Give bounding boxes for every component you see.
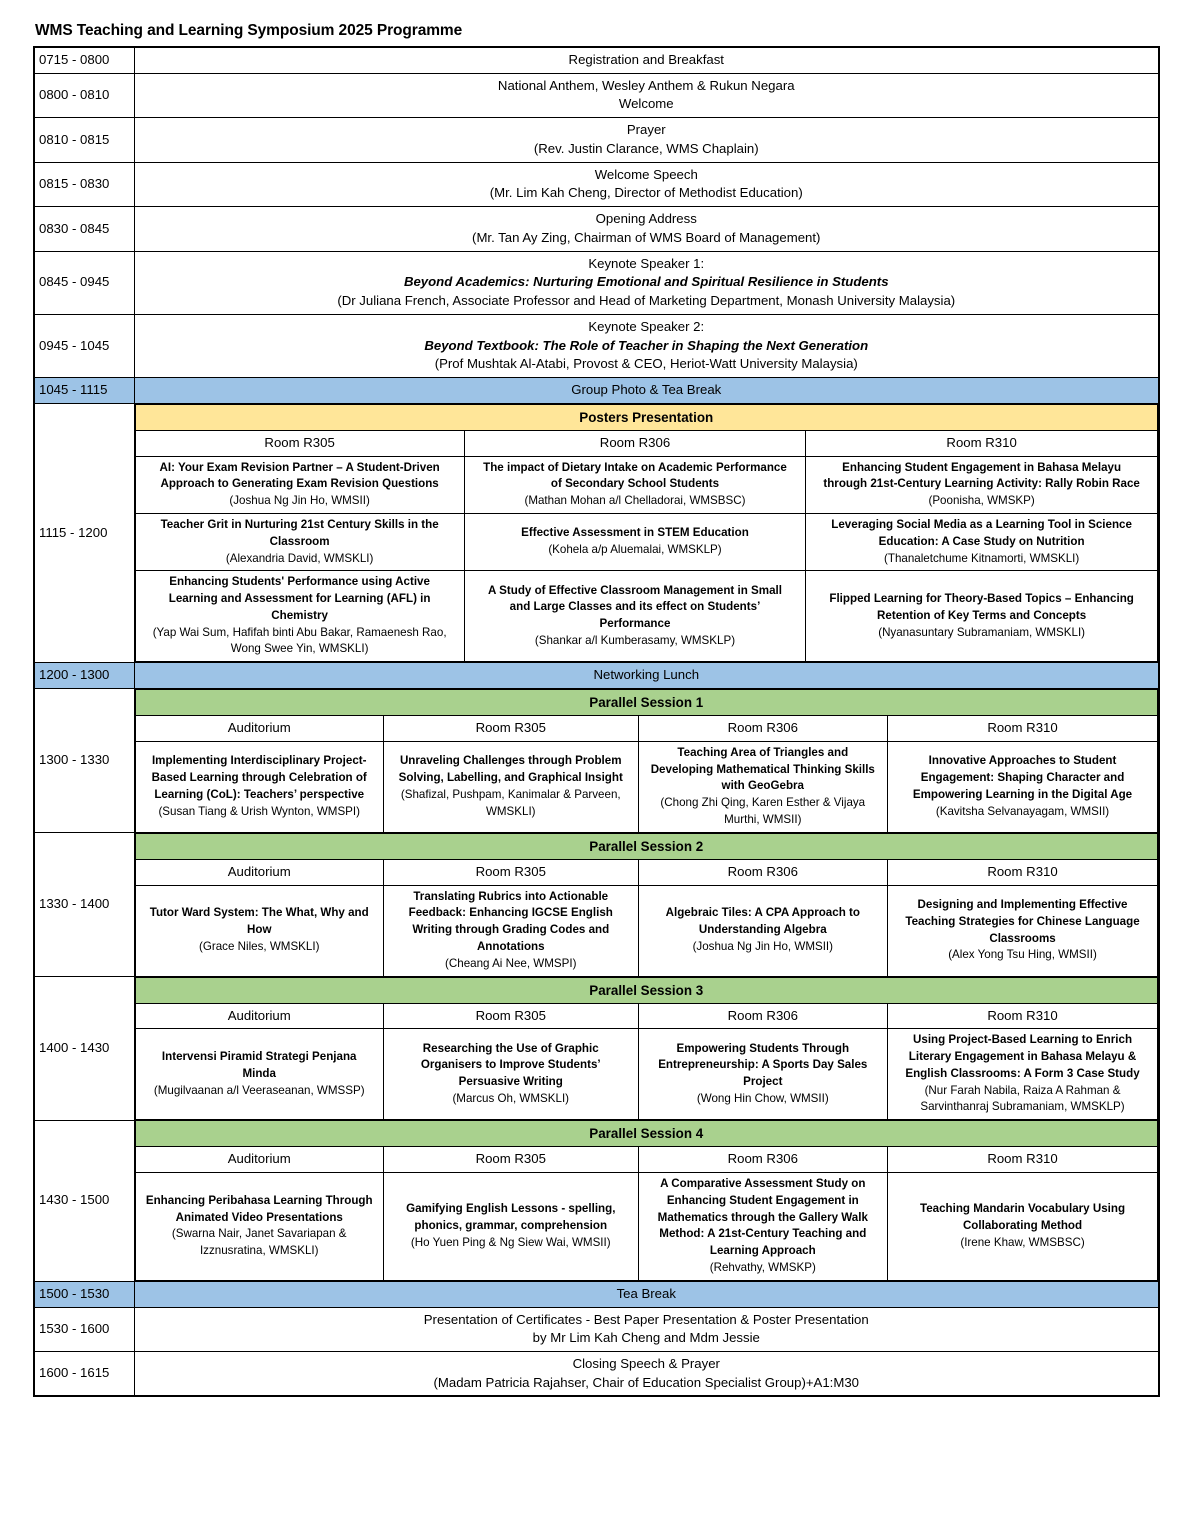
time-cell: 1045 - 1115: [34, 378, 134, 404]
session-cell[interactable]: [638, 885, 887, 976]
session-title-line: Entrepreneurship: A Sports Day Sales: [658, 1058, 868, 1072]
table-row: [34, 378, 1159, 404]
time-cell: 1500 - 1530: [34, 1281, 134, 1307]
session-title-line: Translating Rubrics into Actionable: [413, 889, 609, 903]
session-author: (Joshua Ng Jin Ho, WMSII): [692, 939, 834, 953]
session-title-line: Performance: [599, 617, 671, 631]
room-header: Auditorium: [135, 1003, 383, 1029]
page-title: WMS Teaching and Learning Symposium 2025 Programme: [35, 22, 463, 39]
session-author: (Kohela a/p Aluemalai, WMSKLP): [548, 543, 722, 557]
parallel-session-row: [34, 977, 1159, 1121]
session-title-line: Using Project-Based Learning to Enrich: [913, 1033, 1133, 1047]
break-cell: [134, 1281, 1159, 1307]
session-title: [643, 1176, 883, 1277]
session-room-header-row: [135, 1147, 1158, 1173]
session-author: (Irene Khaw, WMSBSC): [960, 1235, 1085, 1249]
time-cell: 1430 - 1500: [34, 1120, 134, 1281]
session-title-line: AI: Your Exam Revision Partner – A Student-Driven: [159, 460, 440, 474]
session-title-line: Algebraic Tiles: A CPA Approach to: [665, 906, 860, 920]
time-cell: 1600 - 1615: [34, 1352, 134, 1397]
session-title-line: Researching the Use of Graphic: [422, 1041, 599, 1055]
poster-cell[interactable]: [135, 571, 464, 662]
time-cell: 0715 - 0800: [34, 47, 134, 73]
table-row: [34, 162, 1159, 206]
session-title-line: English Classrooms: A Form 3 Case Study: [905, 1066, 1140, 1080]
posters-room-header-row: [135, 430, 1158, 456]
time-cell: 1115 - 1200: [34, 403, 134, 663]
time-cell: 0845 - 0945: [34, 251, 134, 314]
agenda-line: Registration and Breakfast: [568, 52, 724, 67]
agenda-line: Keynote Speaker 1:: [588, 255, 705, 271]
posters-grid: [135, 404, 1159, 663]
session-title-line: Mathematics through the Gallery Walk: [657, 1210, 868, 1224]
room-header: Auditorium: [135, 1147, 383, 1173]
session-author: (Alex Yong Tsu Hing, WMSII): [948, 948, 1097, 962]
session-cell[interactable]: [135, 741, 383, 832]
agenda-line: Networking Lunch: [593, 667, 700, 683]
agenda-line: Keynote Speaker 2:: [588, 318, 705, 334]
session-title-line: Gamifying English Lessons - spelling,: [406, 1202, 616, 1216]
parallel-session-row: [34, 833, 1159, 977]
table-row: [34, 663, 1159, 689]
table-row: [34, 314, 1159, 377]
session-author: (Thanaletchume Kitnamorti, WMSKLI): [884, 551, 1080, 565]
session-room-header-row: [135, 716, 1158, 742]
session-title-line: Classrooms: [989, 931, 1056, 945]
posters-row-group: [135, 571, 1158, 662]
agenda-cell: [134, 47, 1159, 73]
agenda-line: Welcome Speech: [594, 166, 698, 182]
session-room-header-row: [135, 859, 1158, 885]
session-author: (Mugilvaanan a/l Veeraseanan, WMSSP): [153, 1083, 365, 1097]
agenda-line: Tea Break: [616, 1285, 676, 1301]
agenda-cell: [134, 118, 1159, 162]
room-header: Room R310: [888, 716, 1158, 742]
session-title: [643, 905, 883, 955]
session-title-line: Based Learning through Celebration of: [151, 770, 367, 784]
session-title-line: Developing Mathematical Thinking Skills: [650, 762, 875, 776]
table-row: [34, 207, 1159, 251]
session-grid: [135, 689, 1159, 833]
session-title: [892, 897, 1153, 964]
session-author: (Nyanasuntary Subramaniam, WMSKLI): [878, 625, 1086, 639]
posters-row: [34, 403, 1159, 663]
session-title-line: Empowering Learning in the Digital Age: [912, 787, 1133, 801]
poster-cell[interactable]: [464, 456, 806, 513]
agenda-line: (Mr. Lim Kah Cheng, Director of Methodist Education): [489, 185, 803, 201]
session-grid-wrap: [134, 689, 1159, 833]
agenda-cell: [134, 207, 1159, 251]
agenda-line: Prayer: [626, 122, 666, 138]
session-author: (Nur Farah Nabila, Raiza A Rahman & Sarvinthanraj Subramaniam, WMSKLP): [920, 1083, 1125, 1114]
session-title-line: Enhancing Student Engagement in: [666, 1193, 859, 1207]
programme-table-body: [34, 47, 1159, 1396]
session-title-line: How: [246, 923, 272, 937]
time-cell: 0800 - 0810: [34, 73, 134, 117]
session-title-line: Learning Approach: [709, 1244, 816, 1258]
session-title-line: Organisers to Improve Students’: [420, 1058, 601, 1072]
session-title-line: A Comparative Assessment Study on: [660, 1177, 866, 1191]
session-title-line: A Study of Effective Classroom Management in Small: [487, 583, 782, 597]
session-title-line: Implementing Interdisciplinary Project-: [151, 754, 367, 768]
room-header: Room R305: [383, 1003, 638, 1029]
session-title-line: Education: A Case Study on Nutrition: [878, 534, 1085, 548]
session-author: (Joshua Ng Jin Ho, WMSII): [229, 494, 370, 508]
session-title-line: Leveraging Social Media as a Learning Tool in Science: [831, 517, 1132, 531]
time-cell: 1530 - 1600: [34, 1307, 134, 1351]
session-title-line: phonics, grammar, comprehension: [414, 1219, 608, 1233]
session-author: (Ho Yuen Ping & Ng Siew Wai, WMSII): [410, 1235, 611, 1249]
session-band-row: [135, 833, 1158, 859]
session-title-line: Collaborating Method: [962, 1219, 1083, 1233]
room-header: Room R306: [638, 859, 887, 885]
session-author: (Susan Tiang & Urish Wynton, WMSPI): [158, 804, 360, 818]
table-row: [34, 118, 1159, 162]
session-band-row: [135, 690, 1158, 716]
session-title-line: with GeoGebra: [721, 779, 805, 793]
session-band-label: Parallel Session 4: [135, 1121, 1158, 1147]
session-title: [469, 460, 802, 510]
session-band-label: Parallel Session 2: [135, 833, 1158, 859]
session-title-line: Persuasive Writing: [458, 1075, 563, 1089]
posters-grid-wrap: [134, 403, 1159, 663]
session-title-line: through 21st-Century Learning Activity: Rally Robin Race: [823, 477, 1140, 491]
session-title: [140, 460, 460, 510]
session-title: [469, 525, 802, 559]
break-cell: [134, 663, 1159, 689]
session-title-line: Classroom: [269, 534, 330, 548]
session-cell[interactable]: [383, 1029, 638, 1120]
agenda-cell: [134, 162, 1159, 206]
poster-cell[interactable]: [806, 513, 1158, 570]
time-cell: 0815 - 0830: [34, 162, 134, 206]
time-cell: 1200 - 1300: [34, 663, 134, 689]
session-author: (Alexandria David, WMSKLI): [225, 551, 374, 565]
agenda-line: (Mr. Tan Ay Zing, Chairman of WMS Board of Management): [472, 229, 821, 245]
session-grid-wrap: [134, 1120, 1159, 1281]
session-title-line: Method: A 21st-Century Teaching and: [659, 1227, 867, 1241]
time-cell: 0810 - 0815: [34, 118, 134, 162]
room-header: Room R310: [888, 859, 1158, 885]
session-band-row: [135, 977, 1158, 1003]
room-header: Room R306: [464, 430, 806, 456]
session-author: (Shafizal, Pushpam, Kanimalar & Parveen, WMSKLI): [400, 787, 621, 818]
poster-cell[interactable]: [806, 456, 1158, 513]
session-author: (Wong Hin Chow, WMSII): [696, 1092, 829, 1106]
poster-cell[interactable]: [464, 513, 806, 570]
session-title-line: of Secondary School Students: [550, 477, 720, 491]
time-cell: 1330 - 1400: [34, 833, 134, 977]
session-title: [643, 1041, 883, 1108]
session-title: [810, 517, 1153, 567]
agenda-line: Beyond Academics: Nurturing Emotional and Spiritual Resilience in Students: [403, 274, 889, 290]
room-header: Room R310: [888, 1003, 1158, 1029]
session-content-row: [135, 1029, 1158, 1120]
table-row: [34, 1352, 1159, 1397]
session-title-line: Chemistry: [271, 608, 328, 622]
session-room-header-row: [135, 1003, 1158, 1029]
agenda-cell: [134, 1307, 1159, 1351]
session-title-line: Teaching Mandarin Vocabulary Using: [919, 1202, 1126, 1216]
room-header: Room R310: [806, 430, 1158, 456]
session-title-line: Enhancing Peribahasa Learning Through: [145, 1193, 373, 1207]
session-title: [892, 1032, 1153, 1116]
agenda-line: Beyond Textbook: The Role of Teacher in Shaping the Next Generation: [424, 337, 869, 353]
session-title-line: Learning and Assessment for Learning (AFL) in: [168, 592, 431, 606]
session-grid: [135, 1120, 1159, 1281]
session-band-row: [135, 1121, 1158, 1147]
poster-cell[interactable]: [135, 513, 464, 570]
posters-band-row: [135, 404, 1158, 430]
agenda-line: (Madam Patricia Rajahser, Chair of Education Specialist Group)+A1:M30: [433, 1374, 859, 1390]
agenda-cell: [134, 314, 1159, 377]
session-cell[interactable]: [135, 885, 383, 976]
session-cell[interactable]: [638, 1029, 887, 1120]
session-band-label: Parallel Session 1: [135, 690, 1158, 716]
time-cell: 0945 - 1045: [34, 314, 134, 377]
programme-table: [33, 46, 1160, 1397]
poster-cell[interactable]: [806, 571, 1158, 662]
session-title-line: Tutor Ward System: The What, Why and: [149, 906, 369, 920]
break-cell: [134, 378, 1159, 404]
session-content-row: [135, 1173, 1158, 1281]
table-row: [34, 251, 1159, 314]
session-title-line: Intervensi Piramid Strategi Penjana: [161, 1050, 357, 1064]
session-title-line: Annotations: [476, 939, 545, 953]
session-grid-wrap: [134, 977, 1159, 1121]
session-title-line: Innovative Approaches to Student: [928, 754, 1117, 768]
session-cell[interactable]: [638, 741, 887, 832]
posters-band-label: Posters Presentation: [135, 404, 1158, 430]
session-cell[interactable]: [888, 741, 1158, 832]
time-cell: 1400 - 1430: [34, 977, 134, 1121]
room-header: Room R305: [135, 430, 464, 456]
session-cell[interactable]: [383, 885, 638, 976]
session-title-line: Empowering Students Through: [676, 1041, 850, 1055]
session-title-line: Writing through Grading Codes and: [412, 923, 610, 937]
session-title-line: The impact of Dietary Intake on Academic Performance: [483, 460, 787, 474]
session-title-line: Teaching Area of Triangles and: [677, 745, 849, 759]
session-cell[interactable]: [638, 1173, 887, 1281]
agenda-line: Closing Speech & Prayer: [572, 1356, 720, 1372]
session-cell[interactable]: [888, 1029, 1158, 1120]
posters-row-group: [135, 513, 1158, 570]
agenda-line: (Rev. Justin Clarance, WMS Chaplain): [533, 140, 759, 156]
agenda-line: Presentation of Certificates - Best Paper Presentation & Poster Presentation: [423, 1311, 869, 1327]
parallel-session-row: [34, 689, 1159, 833]
session-title: [140, 517, 460, 567]
session-title-line: Retention of Key Terms and Concepts: [877, 608, 1087, 622]
session-author: (Swarna Nair, Janet Savariapan & Izznusratina, WMSKLI): [171, 1227, 347, 1258]
session-cell[interactable]: [135, 1029, 383, 1120]
session-title-line: Effective Assessment in STEM Education: [521, 526, 749, 540]
agenda-cell: [134, 73, 1159, 117]
table-row: [34, 47, 1159, 73]
agenda-line: (Dr Juliana French, Associate Professor and Head of Marketing Department, Monash University Malaysia): [337, 293, 956, 309]
room-header: Room R305: [383, 859, 638, 885]
room-header: Room R306: [638, 1147, 887, 1173]
room-header: Room R305: [383, 716, 638, 742]
poster-cell[interactable]: [135, 456, 464, 513]
agenda-line: Welcome: [618, 96, 674, 112]
session-title-line: Understanding Algebra: [698, 923, 827, 937]
agenda-cell: [134, 251, 1159, 314]
session-content-row: [135, 885, 1158, 976]
session-author: (Rehvathy, WMSKP): [709, 1261, 816, 1275]
session-cell[interactable]: [383, 1173, 638, 1281]
session-author: (Marcus Oh, WMSKLI): [452, 1092, 570, 1106]
session-title-line: Minda: [242, 1066, 276, 1080]
session-author: (Poonisha, WMSKP): [928, 494, 1035, 508]
agenda-line: (Prof Mushtak Al-Atabi, Provost & CEO, Heriot-Watt University Malaysia): [434, 356, 858, 372]
time-cell: 1300 - 1330: [34, 689, 134, 833]
session-title: [643, 745, 883, 829]
session-title-line: and Large Classes and its effect on Students’: [509, 600, 761, 614]
session-title-line: Teacher Grit in Nurturing 21st Century Skills in the: [160, 517, 439, 531]
session-cell[interactable]: [888, 1173, 1158, 1281]
poster-cell[interactable]: [464, 571, 806, 662]
session-author: (Yap Wai Sum, Hafifah binti Abu Bakar, Ramaenesh Rao, Wong Swee Yin, WMSKLI): [152, 625, 447, 656]
session-title-line: Learning (CoL): Teachers’ perspective: [154, 787, 365, 801]
table-row: [34, 73, 1159, 117]
agenda-line: Opening Address: [595, 211, 697, 227]
session-author: (Cheang Ai Nee, WMSPI): [445, 956, 577, 970]
session-cell[interactable]: [135, 1173, 383, 1281]
room-header: Room R306: [638, 716, 887, 742]
parallel-session-row: [34, 1120, 1159, 1281]
posters-row-group: [135, 456, 1158, 513]
session-title: [388, 753, 634, 820]
agenda-line: Group Photo & Tea Break: [571, 382, 722, 398]
session-title: [892, 1201, 1153, 1251]
agenda-cell: [134, 1352, 1159, 1397]
session-grid-wrap: [134, 833, 1159, 977]
session-title: [140, 905, 379, 955]
agenda-line: National Anthem, Wesley Anthem & Rukun Negara: [497, 77, 795, 93]
session-title-line: Project: [743, 1075, 783, 1089]
session-cell[interactable]: [888, 885, 1158, 976]
session-title: [140, 753, 379, 820]
session-title-line: Enhancing Students' Performance using Active: [169, 575, 430, 589]
session-title: [388, 1201, 634, 1251]
session-title-line: Designing and Implementing Effective: [917, 897, 1128, 911]
session-title-line: Animated Video Presentations: [175, 1210, 343, 1224]
session-title-line: Enhancing Student Engagement in Bahasa Melayu: [842, 460, 1122, 474]
session-author: (Kavitsha Selvanayagam, WMSII): [935, 804, 1110, 818]
session-title: [469, 583, 802, 650]
room-header: Room R310: [888, 1147, 1158, 1173]
session-author: (Mathan Mohan a/l Chelladorai, WMSBSC): [524, 494, 746, 508]
session-title-line: Approach to Generating Exam Revision Questions: [160, 477, 439, 491]
session-title: [388, 1041, 634, 1108]
agenda-line: by Mr Lim Kah Cheng and Mdm Jessie: [532, 1330, 760, 1346]
session-grid: [135, 833, 1159, 977]
session-title-line: Flipped Learning for Theory-Based Topics – Enhancing: [829, 592, 1134, 606]
session-cell[interactable]: [383, 741, 638, 832]
session-title: [140, 1049, 379, 1099]
session-title-line: Literary Engagement in Bahasa Melayu &: [908, 1050, 1137, 1064]
session-author: (Shankar a/l Kumberasamy, WMSKLP): [534, 634, 736, 648]
session-title-line: Engagement: Shaping Character and: [920, 770, 1125, 784]
session-title: [892, 753, 1153, 820]
room-header: Room R306: [638, 1003, 887, 1029]
session-content-row: [135, 741, 1158, 832]
session-grid: [135, 977, 1159, 1121]
session-title-line: Feedback: Enhancing IGCSE English: [408, 906, 613, 920]
session-title-line: Solving, Labelling, and Graphical Insight: [398, 770, 623, 784]
session-band-label: Parallel Session 3: [135, 977, 1158, 1003]
session-title-line: Unraveling Challenges through Problem: [399, 754, 622, 768]
session-title: [140, 574, 460, 658]
room-header: Auditorium: [135, 716, 383, 742]
room-header: Room R305: [383, 1147, 638, 1173]
session-title-line: Teaching Strategies for Chinese Language: [905, 914, 1140, 928]
session-title: [810, 591, 1153, 641]
room-header: Auditorium: [135, 859, 383, 885]
time-cell: 0830 - 0845: [34, 207, 134, 251]
session-title: [810, 460, 1153, 510]
session-title: [388, 889, 634, 973]
table-row: [34, 1307, 1159, 1351]
session-author: (Grace Niles, WMSKLI): [198, 939, 320, 953]
session-author: (Chong Zhi Qing, Karen Esther & Vijaya Murthi, WMSII): [660, 796, 866, 826]
table-row: [34, 1281, 1159, 1307]
session-title: [140, 1193, 379, 1260]
